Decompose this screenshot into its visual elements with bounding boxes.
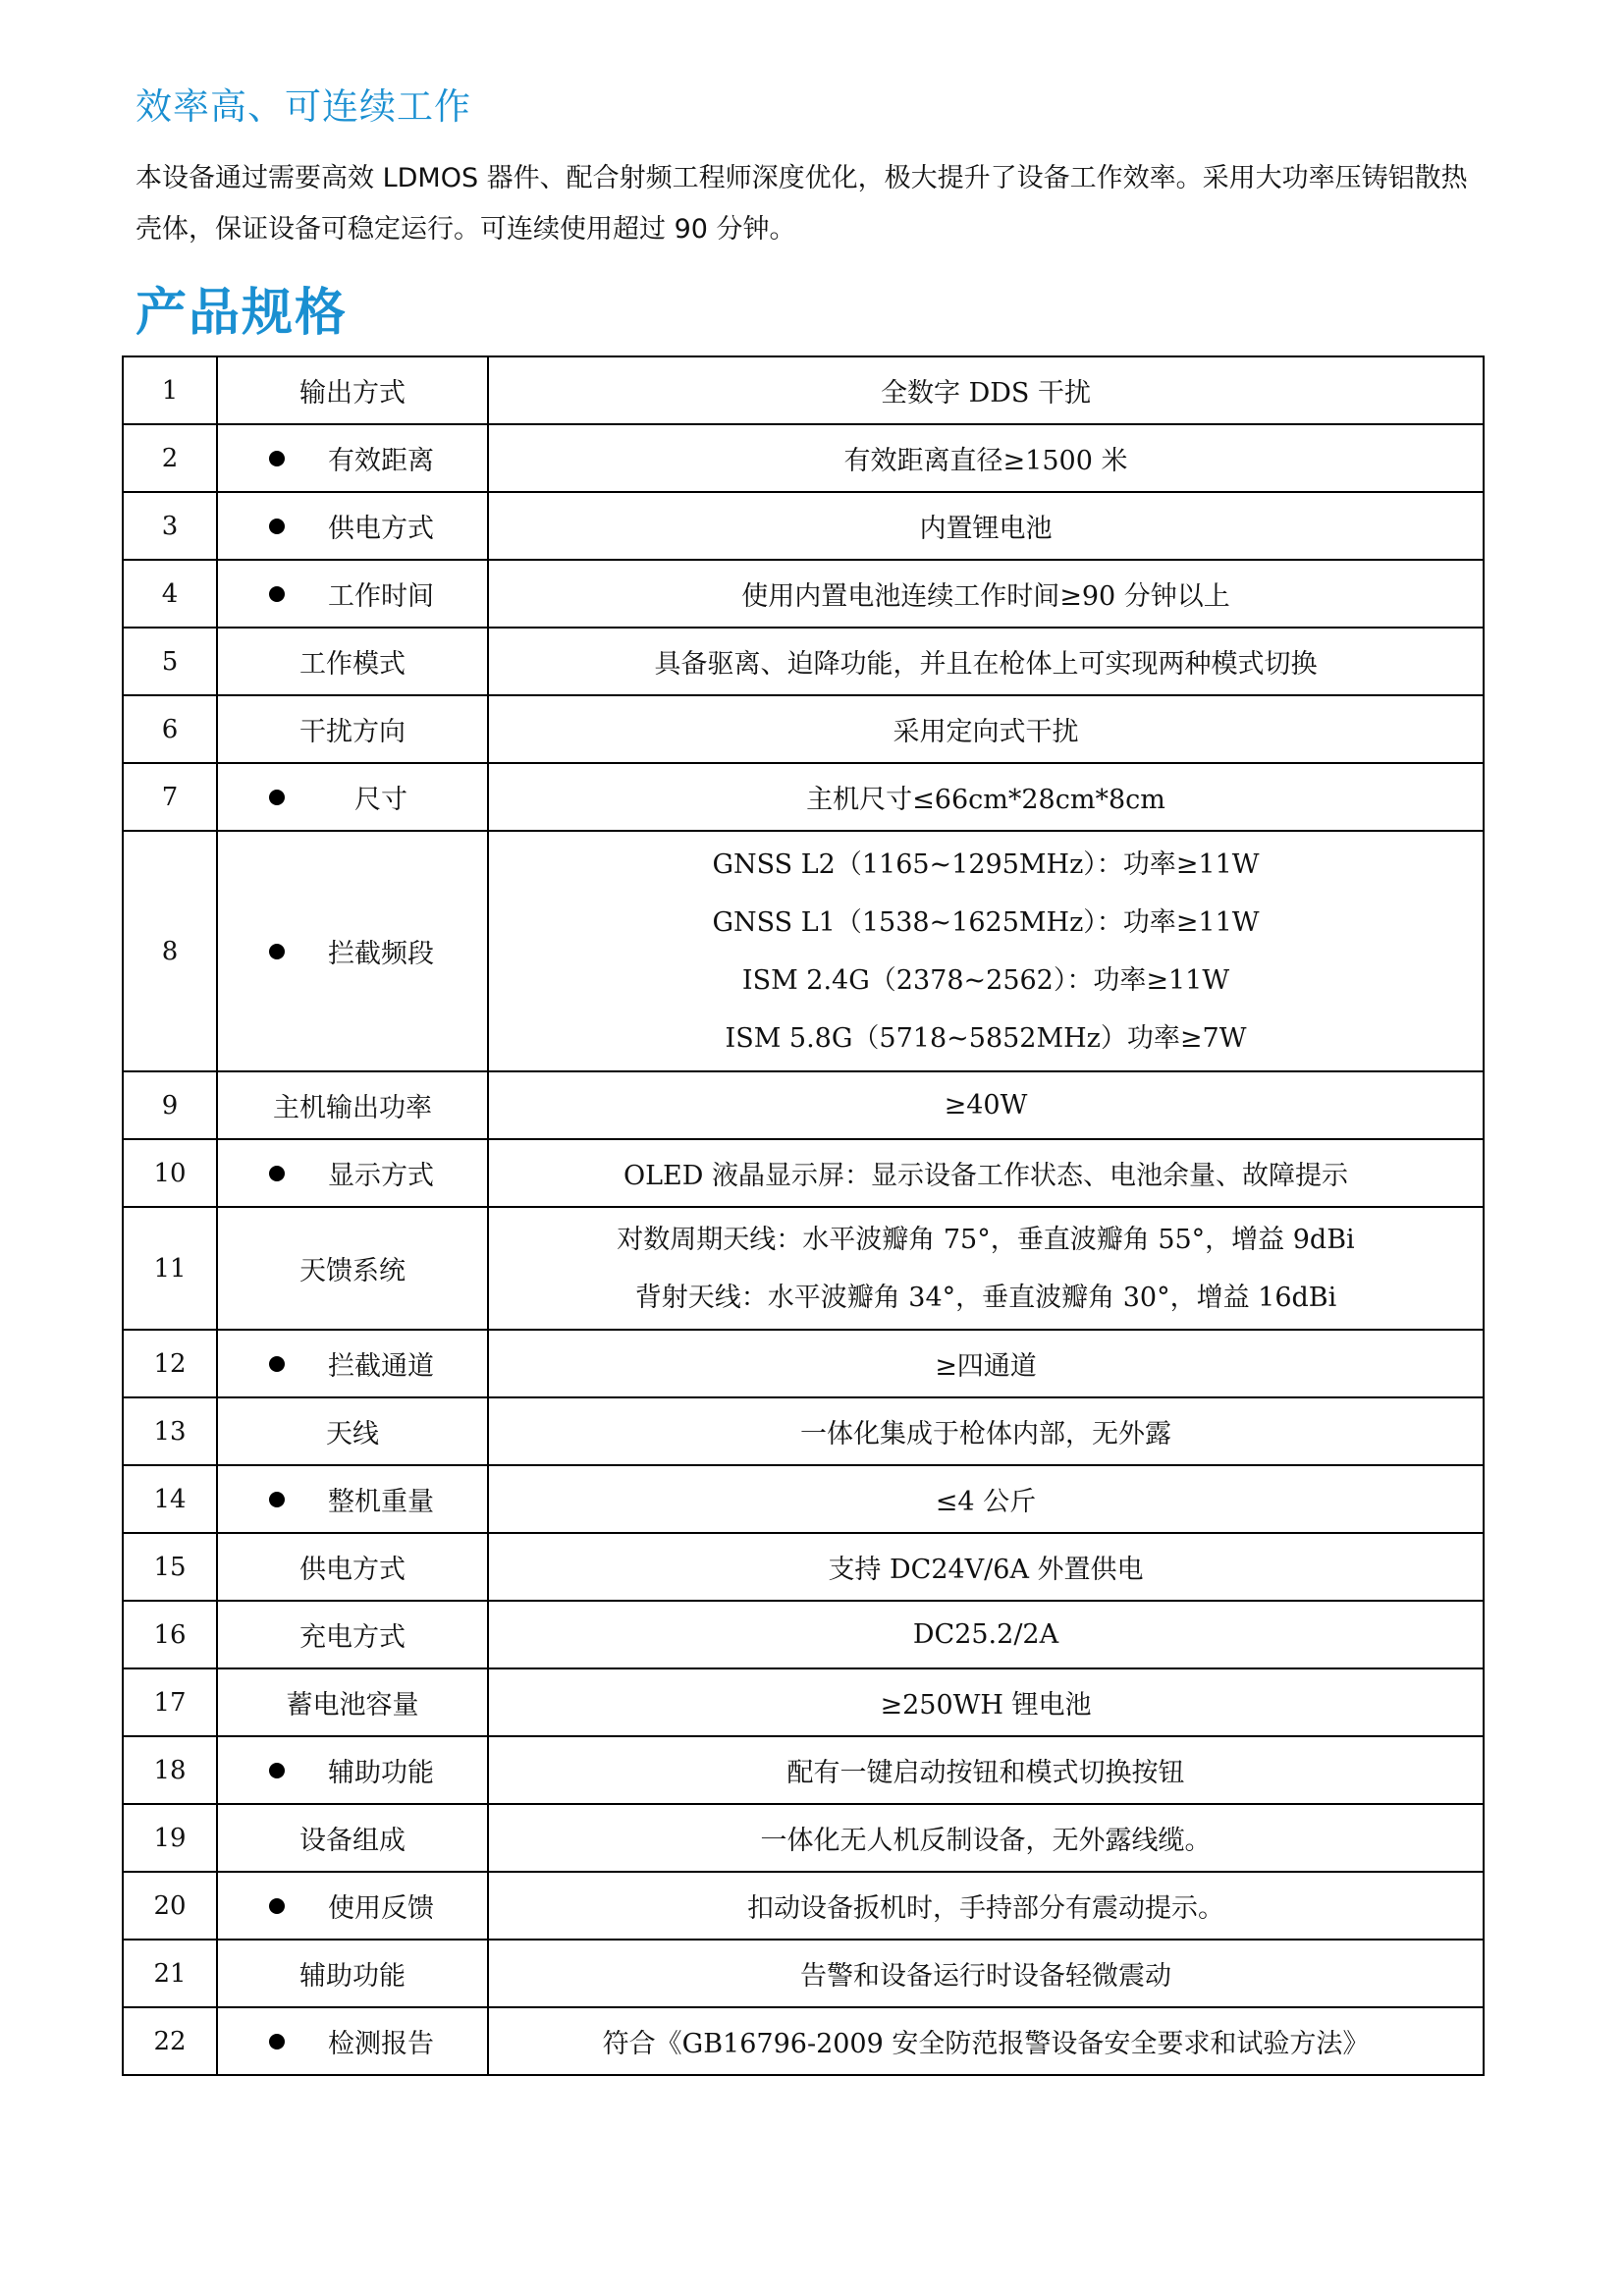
spec-row-value: 一体化无人机反制设备，无外露线缆。 <box>760 1826 1212 1856</box>
spec-row-name-cell <box>217 1668 488 1736</box>
spec-row-number: 20 <box>123 1872 217 1940</box>
spec-row-name-cell <box>217 1736 488 1804</box>
spec-row <box>123 492 1484 560</box>
spec-row <box>123 424 1484 492</box>
spec-row-name-cell <box>217 1465 488 1533</box>
spec-row-number: 16 <box>123 1601 217 1668</box>
spec-row-value-cell <box>488 831 1484 1071</box>
spec-row <box>123 1872 1484 1940</box>
spec-row <box>123 560 1484 628</box>
spec-row-number: 7 <box>123 763 217 831</box>
spec-row-value: ≥四通道 <box>935 1351 1037 1382</box>
section-subheading: 效率高、可连续工作 <box>135 85 471 128</box>
spec-row-value-cell <box>488 1139 1484 1207</box>
spec-row-name-cell <box>217 1940 488 2007</box>
spec-row-value: 背射天线：水平波瓣角 34°，垂直波瓣角 30°，增益 16dBi <box>634 1282 1337 1313</box>
spec-row-value-cell <box>488 1668 1484 1736</box>
spec-row-value-cell <box>488 424 1484 492</box>
spec-row-name: 蓄电池容量 <box>286 1690 419 1721</box>
spec-row-number: 22 <box>123 2007 217 2075</box>
spec-table <box>122 355 1485 2076</box>
bullet-icon <box>269 1763 285 1778</box>
spec-row-name: 有效距离 <box>328 446 434 476</box>
spec-table-body <box>123 356 1484 2075</box>
spec-row-name: 尺寸 <box>354 785 407 815</box>
spec-row-name-cell <box>217 831 488 1071</box>
spec-row-name-cell <box>217 1872 488 1940</box>
spec-row-number: 4 <box>123 560 217 628</box>
spec-row <box>123 1736 1484 1804</box>
spec-row-value: 使用内置电池连续工作时间≥90 分钟以上 <box>741 581 1230 612</box>
bullet-icon <box>269 1166 285 1181</box>
spec-row-number: 21 <box>123 1940 217 2007</box>
spec-row-value: GNSS L2（1165~1295MHz）：功率≥11W <box>712 848 1260 880</box>
spec-row-value: 扣动设备扳机时，手持部分有震动提示。 <box>747 1893 1224 1924</box>
spec-row-name-cell <box>217 356 488 424</box>
spec-row-number: 11 <box>123 1207 217 1330</box>
spec-row-value: 具备驱离、迫降功能，并且在枪体上可实现两种模式切换 <box>654 649 1318 680</box>
spec-row <box>123 695 1484 763</box>
spec-row-name-cell <box>217 1071 488 1139</box>
spec-row-value-cell <box>488 1207 1484 1330</box>
spec-row-value: GNSS L1（1538~1625MHz）：功率≥11W <box>712 906 1260 938</box>
spec-row-value: 对数周期天线：水平波瓣角 75°，垂直波瓣角 55°，增益 9dBi <box>617 1224 1355 1255</box>
spec-row-name: 充电方式 <box>299 1622 406 1653</box>
spec-row <box>123 1139 1484 1207</box>
bullet-icon <box>269 586 285 602</box>
spec-row-value-cell <box>488 1736 1484 1804</box>
spec-row-name: 天馈系统 <box>299 1256 406 1286</box>
spec-row <box>123 628 1484 695</box>
bullet-icon <box>269 1898 285 1914</box>
spec-row-value-cell <box>488 1940 1484 2007</box>
spec-row-value: 主机尺寸≤66cm*28cm*8cm <box>806 785 1165 815</box>
spec-row-value-cell <box>488 1071 1484 1139</box>
spec-row-value: 符合《GB16796-2009 安全防范报警设备安全要求和试验方法》 <box>602 2029 1370 2059</box>
spec-row-number: 2 <box>123 424 217 492</box>
spec-row-name-cell <box>217 1533 488 1601</box>
spec-row-value: OLED 液晶显示屏：显示设备工作状态、电池余量、故障提示 <box>623 1161 1348 1191</box>
spec-heading: 产品规格 <box>135 284 349 343</box>
spec-row-value: ISM 2.4G（2378~2562）：功率≥11W <box>741 964 1230 996</box>
spec-row-value-cell <box>488 1872 1484 1940</box>
spec-row-name: 工作时间 <box>328 581 434 612</box>
spec-row <box>123 356 1484 424</box>
spec-row-name: 使用反馈 <box>328 1893 434 1924</box>
spec-row-name-cell <box>217 628 488 695</box>
spec-row-value-cell <box>488 1533 1484 1601</box>
spec-row-number: 13 <box>123 1397 217 1465</box>
spec-row-value: 一体化集成于枪体内部，无外露 <box>800 1419 1171 1449</box>
spec-row-name: 拦截频段 <box>328 939 434 969</box>
spec-row-value: DC25.2/2A <box>912 1619 1059 1650</box>
spec-row-value-cell <box>488 1397 1484 1465</box>
bullet-icon <box>269 2034 285 2050</box>
spec-row-value-cell <box>488 763 1484 831</box>
spec-row-name-cell <box>217 763 488 831</box>
spec-row-number: 9 <box>123 1071 217 1139</box>
spec-row <box>123 1397 1484 1465</box>
spec-row-name: 工作模式 <box>299 649 406 680</box>
spec-row <box>123 1940 1484 2007</box>
spec-row-value: 全数字 DDS 干扰 <box>881 378 1091 409</box>
spec-row-value: ≥40W <box>944 1090 1028 1121</box>
spec-row-name: 设备组成 <box>299 1826 406 1856</box>
spec-row-value: 配有一键启动按钮和模式切换按钮 <box>786 1758 1185 1788</box>
spec-row-name: 供电方式 <box>299 1555 406 1585</box>
spec-row-name: 输出方式 <box>299 378 406 409</box>
spec-row-value: ISM 5.8G（5718~5852MHz）功率≥7W <box>725 1022 1247 1054</box>
spec-row-number: 1 <box>123 356 217 424</box>
bullet-icon <box>269 790 285 805</box>
spec-row-name: 检测报告 <box>328 2029 434 2059</box>
spec-row-name: 主机输出功率 <box>273 1093 432 1123</box>
spec-row-name: 拦截通道 <box>328 1351 434 1382</box>
spec-row <box>123 2007 1484 2075</box>
spec-row-name: 天线 <box>326 1419 379 1449</box>
spec-row <box>123 1071 1484 1139</box>
spec-row <box>123 1330 1484 1397</box>
spec-row-name-cell <box>217 1139 488 1207</box>
spec-row-name: 显示方式 <box>328 1161 434 1191</box>
spec-row-number: 5 <box>123 628 217 695</box>
spec-row-name-cell <box>217 1207 488 1330</box>
spec-row-number: 3 <box>123 492 217 560</box>
spec-row-name-cell <box>217 1330 488 1397</box>
spec-row-name-cell <box>217 1601 488 1668</box>
spec-row-value-cell <box>488 356 1484 424</box>
spec-row-value-cell <box>488 628 1484 695</box>
spec-row-name: 辅助功能 <box>328 1758 434 1788</box>
spec-row-name-cell <box>217 424 488 492</box>
spec-row <box>123 1804 1484 1872</box>
bullet-icon <box>269 451 285 466</box>
spec-row <box>123 763 1484 831</box>
spec-row-number: 10 <box>123 1139 217 1207</box>
spec-row-number: 19 <box>123 1804 217 1872</box>
spec-row-value-cell <box>488 1465 1484 1533</box>
spec-row-name-cell <box>217 1804 488 1872</box>
spec-row-number: 12 <box>123 1330 217 1397</box>
spec-row-value-cell <box>488 1804 1484 1872</box>
spec-row-value: 支持 DC24V/6A 外置供电 <box>828 1555 1144 1585</box>
spec-row <box>123 1465 1484 1533</box>
spec-row-name-cell <box>217 560 488 628</box>
spec-row-number: 8 <box>123 831 217 1071</box>
bullet-icon <box>269 944 285 959</box>
spec-row-name: 辅助功能 <box>299 1961 406 1992</box>
spec-row-value: ≤4 公斤 <box>935 1487 1037 1517</box>
spec-row-name: 整机重量 <box>328 1487 434 1517</box>
spec-row <box>123 831 1484 1071</box>
spec-row-number: 15 <box>123 1533 217 1601</box>
spec-row-value: 告警和设备运行时设备轻微震动 <box>800 1961 1171 1992</box>
spec-row-value: 内置锂电池 <box>919 514 1053 544</box>
bullet-icon <box>269 519 285 534</box>
spec-row-number: 14 <box>123 1465 217 1533</box>
spec-row-value-cell <box>488 1330 1484 1397</box>
spec-row-name: 供电方式 <box>328 514 434 544</box>
spec-row-name-cell <box>217 492 488 560</box>
spec-row <box>123 1668 1484 1736</box>
spec-row-value-cell <box>488 695 1484 763</box>
spec-row-name-cell <box>217 695 488 763</box>
spec-row-number: 6 <box>123 695 217 763</box>
spec-row-value-cell <box>488 492 1484 560</box>
bullet-icon <box>269 1356 285 1372</box>
spec-row-value-cell <box>488 560 1484 628</box>
spec-row-number: 17 <box>123 1668 217 1736</box>
spec-row-value: ≥250WH 锂电池 <box>880 1690 1092 1721</box>
spec-row-value: 采用定向式干扰 <box>893 717 1079 747</box>
spec-row-number: 18 <box>123 1736 217 1804</box>
spec-row <box>123 1601 1484 1668</box>
spec-row-value-cell <box>488 1601 1484 1668</box>
bullet-icon <box>269 1492 285 1507</box>
spec-row-value-cell <box>488 2007 1484 2075</box>
spec-row-value: 有效距离直径≥1500 米 <box>843 446 1128 476</box>
spec-row-name: 干扰方向 <box>299 717 406 747</box>
spec-row <box>123 1533 1484 1601</box>
spec-row-name-cell <box>217 2007 488 2075</box>
spec-row <box>123 1207 1484 1330</box>
section-paragraph: 本设备通过需要高效 LDMOS 器件、配合射频工程师深度优化，极大提升了设备工作效率。采用大功率压铸铝散热壳体，保证设备可稳定运行。可连续使用超过 90 分钟。 <box>135 163 1468 245</box>
spec-row-name-cell <box>217 1397 488 1465</box>
